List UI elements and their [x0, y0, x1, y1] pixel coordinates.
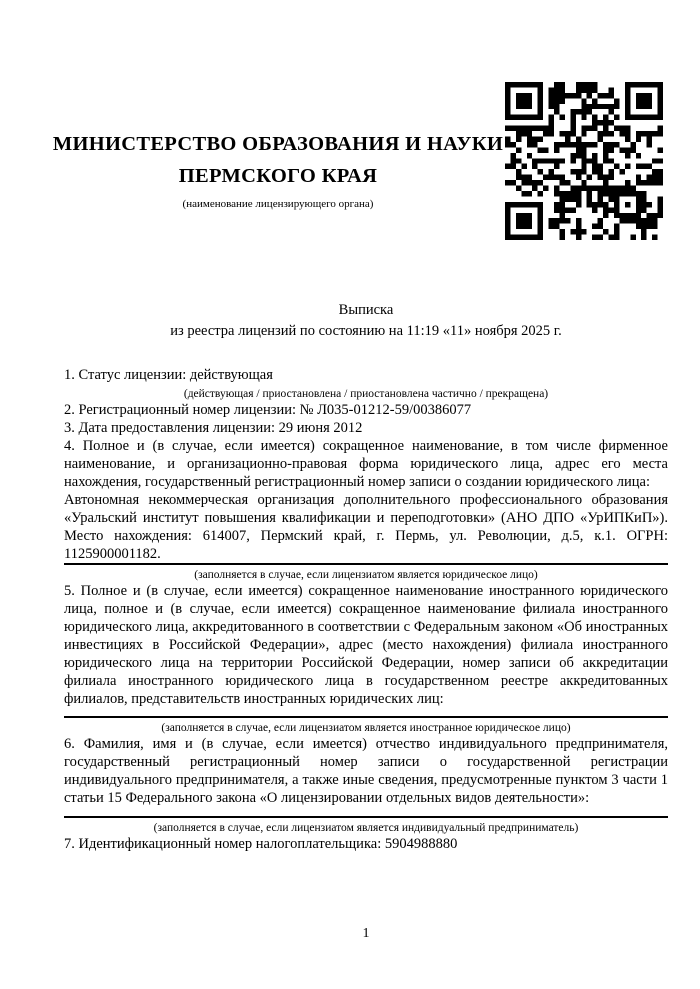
document-title-line2: из реестра лицензий по состоянию на 11:19 «11» ноября 2025 г. [170, 323, 562, 339]
licensing-authority-caption: (наименование лицензирующего органа) [182, 198, 374, 210]
item-5-foreign-entity-heading: 5. Полное и (в случае, если имеется) сокращенное наименование иностранного юридического лица, полное и (в случае, если имеется) сокращенное наименование филиала иностранного юридического лица, аккредитованного в соответствии с Федеральным законом «Об иностранных инвестициях в Российской Федерации», адрес (место нахождения) филиала иностранного юридического лица на территории Российской Федерации, номер записи об аккредитации филиала иностранного юридического лица в государственном реестре аккредитованных филиалов, представительств иностранных юридических лиц: [64, 583, 668, 707]
document-title [64, 300, 668, 342]
item-4-legal-entity-value: Автономная некоммерческая организация дополнительного профессионального образования «Уральский институт повышения квалификации и переподготовки» (АНО ДПО «УрИПКиП»). Место нахождения: 614007, Пермский край, г. Пермь, ул. Революции, д.5, к.1. ОГРН: 1125900001182. [64, 492, 668, 562]
document-body [64, 366, 668, 853]
item-6-entrepreneur-heading: 6. Фамилия, имя и (в случае, если имеется) отчество индивидуального предпринимателя, государственный регистрационный номер записи о государственной регистрации индивидуального предпринимателя, а также иные сведения, предусмотренные пунктом 3 части 1 статьи 15 Федерального закона «О лицензировании отдельных видов деятельности»: [64, 736, 668, 806]
item-7-taxpayer-number: 7. Идентификационный номер налогоплательщика: 5904988880 [64, 836, 458, 852]
item-2-registration-number: 2. Регистрационный номер лицензии: № Л035-01212-59/00386077 [64, 402, 472, 418]
item-4-fill-line [64, 563, 668, 565]
item-1-license-status: 1. Статус лицензии: действующая [64, 367, 273, 383]
qr-code-icon [505, 82, 663, 240]
document-title-line1: Выписка [338, 302, 394, 318]
licensing-authority-block [28, 128, 528, 211]
item-4-caption: (заполняется в случае, если лицензиатом является юридическое лицо) [194, 569, 538, 581]
item-6-caption: (заполняется в случае, если лицензиатом является индивидуальный предприниматель) [153, 822, 579, 834]
ministry-name-line2: ПЕРМСКОГО КРАЯ [178, 165, 378, 187]
page-number: 1 [362, 926, 370, 941]
item-6-fill-line [64, 816, 668, 818]
item-5-fill-line [64, 716, 668, 718]
item-4-legal-entity-heading: 4. Полное и (в случае, если имеется) сокращенное наименование, в том числе фирменное наименование, и организационно-правовая форма юридического лица, адрес его места нахождения, государственный регистрационный номер записи о создании юридического лица: [64, 438, 668, 490]
item-5-caption: (заполняется в случае, если лицензиатом является иностранное юридическое лицо) [161, 722, 571, 734]
ministry-name-line1: МИНИСТЕРСТВО ОБРАЗОВАНИЯ И НАУКИ [52, 133, 504, 155]
item-1-caption: (действующая / приостановлена / приостановлена частично / прекращена) [183, 388, 549, 400]
ministry-name [28, 128, 528, 192]
item-3-grant-date: 3. Дата предоставления лицензии: 29 июня 2012 [64, 420, 363, 436]
